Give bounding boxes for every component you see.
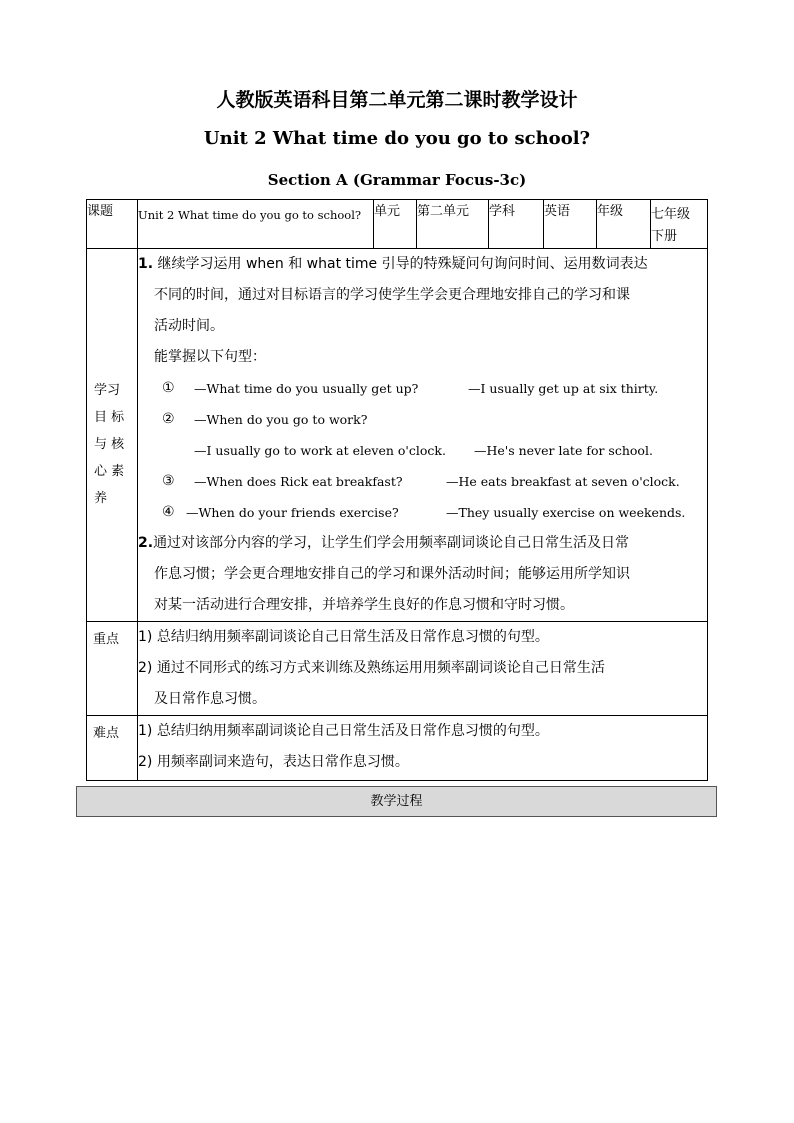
example-marker: ①	[162, 380, 175, 396]
goals-label-line: 与 核	[94, 437, 125, 452]
goal-item-2-line3: 对某一活动进行合理安排，并培养学生良好的作息习惯和守时习惯。	[154, 597, 574, 613]
goal-item-2-number: 2.	[138, 535, 154, 551]
example-row	[138, 435, 707, 466]
goal-item-1-line2: 不同的时间，通过对目标语言的学习使学生学会更合理地安排自己的学习和课	[154, 287, 630, 303]
lesson-plan-table	[86, 199, 708, 781]
difficult-points-row	[87, 716, 708, 781]
example-row	[138, 466, 707, 497]
document-title: 人教版英语科目第二单元第二课时教学设计	[216, 89, 578, 111]
goal-item-2-line2: 作息习惯；学会更合理地安排自己的学习和课外活动时间；能够运用所学知识	[154, 566, 630, 582]
subject-value: 英语	[544, 200, 597, 249]
teaching-process-bar: 教学过程	[76, 786, 717, 817]
goal-item-1	[138, 249, 707, 280]
example-row	[138, 497, 707, 528]
goals-label	[87, 249, 138, 622]
key-points-row	[87, 622, 708, 716]
grade-value	[651, 200, 708, 249]
example-answer: —They usually exercise on weekends.	[446, 505, 686, 520]
grade-value-line2: 下册	[651, 229, 678, 244]
difficult-points-label: 难点	[87, 716, 138, 781]
subject-label: 学科	[489, 200, 544, 249]
example-marker: ④	[162, 504, 175, 520]
key-points-label: 重点	[87, 622, 138, 716]
example-question: —When does Rick eat breakfast?	[194, 474, 403, 489]
topic-label: 课题	[87, 200, 138, 249]
goals-label-line: 养	[94, 491, 108, 506]
example-answer: —I usually get up at six thirty.	[468, 381, 659, 396]
patterns-intro: 能掌握以下句型：	[154, 349, 266, 365]
example-marker: ②	[162, 411, 175, 427]
example-question: —What time do you usually get up?	[194, 381, 419, 396]
key-point-2-line2: 及日常作息习惯。	[154, 691, 266, 707]
goal-item-1-line3: 活动时间。	[154, 318, 224, 334]
unit-value: 第二单元	[417, 200, 489, 249]
example-question: —When do you go to work?	[194, 412, 368, 427]
example-answer: —He's never late for school.	[474, 443, 653, 458]
unit-title: Unit 2 What time do you go to school?	[203, 128, 591, 149]
goals-row	[87, 249, 708, 622]
section-subtitle: Section A (Grammar Focus-3c)	[267, 171, 527, 189]
goal-item-1-number: 1.	[138, 256, 154, 272]
goals-label-line: 学习	[94, 383, 121, 398]
example-question: —I usually go to work at eleven o'clock.	[194, 443, 446, 458]
key-point-2-line1: 2) 通过不同形式的练习方式来训练及熟练运用用频率副词谈论自己日常生活	[138, 660, 605, 676]
goals-label-line: 目 标	[94, 410, 125, 425]
difficult-point-2: 2) 用频率副词来造句，表达日常作息习惯。	[138, 754, 409, 770]
goal-item-1-line1: 继续学习运用 when 和 what time 引导的特殊疑问句询问时间、运用数词表达	[157, 256, 648, 272]
key-points-content	[138, 622, 708, 716]
goals-label-line: 心 素	[94, 464, 125, 479]
goal-item-2-line1: 通过对该部分内容的学习，让学生们学会用频率副词谈论自己日常生活及日常	[153, 535, 630, 551]
grade-value-line1: 七年级	[651, 207, 691, 222]
unit-label: 单元	[374, 200, 417, 249]
goals-content	[138, 249, 708, 622]
topic-value: Unit 2 What time do you go to school?	[138, 200, 374, 249]
example-marker: ③	[162, 473, 175, 489]
example-question: —When do your friends exercise?	[186, 505, 399, 520]
grade-label: 年级	[597, 200, 651, 249]
difficult-points-content	[138, 716, 708, 781]
example-row	[138, 373, 707, 404]
key-point-1: 1) 总结归纳用频率副词谈论自己日常生活及日常作息习惯的句型。	[138, 629, 549, 645]
example-answer: —He eats breakfast at seven o'clock.	[446, 474, 680, 489]
difficult-point-1: 1) 总结归纳用频率副词谈论自己日常生活及日常作息习惯的句型。	[138, 723, 549, 739]
header-row	[87, 200, 708, 249]
example-row	[138, 404, 707, 435]
goal-item-2	[138, 528, 707, 559]
